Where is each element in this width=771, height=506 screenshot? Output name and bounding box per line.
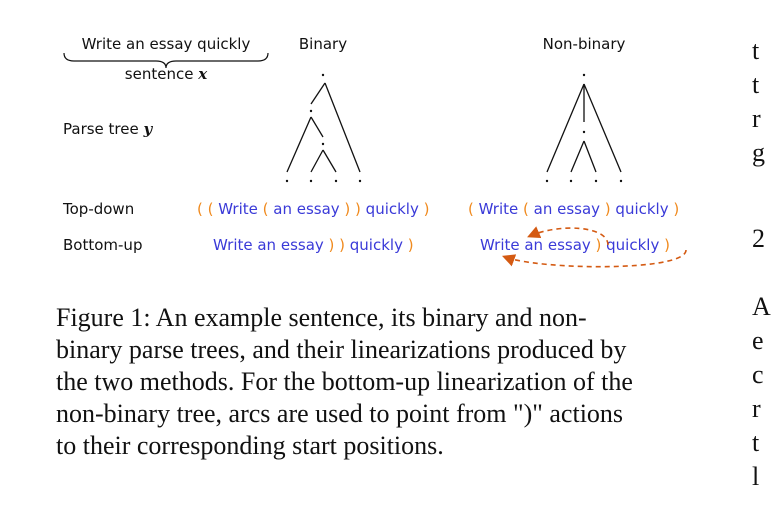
token-paren: ) [339,200,351,218]
edge-letter: g [752,138,765,167]
token-word: quickly [610,200,669,218]
edge-letter: t [752,36,760,65]
token-word: Write an essay [213,236,324,254]
token-paren: ) [668,200,680,218]
edge-letter: t [752,428,760,457]
caption-line: to their corresponding start positions. [56,431,444,460]
adjacent-column-edge-middle [752,222,765,256]
caption-line: Figure 1: An example sentence, its binary and non- [56,303,587,332]
token-paren: ) [418,200,430,218]
parse-tree-label: Parse tree y [63,120,153,138]
edge-letter: e [752,326,764,355]
edge-letter: t [752,70,760,99]
nonbinary-tree [547,84,621,172]
caption-line: binary parse trees, and their linearizations produced by [56,335,627,364]
adjacent-column-edge-top [752,34,765,170]
topdown-label: Top-down [63,200,135,218]
edge-letter: c [752,360,764,389]
token-paren: ( [468,200,474,218]
token-paren: ( [257,200,269,218]
adjacent-column-edge-bottom [752,290,771,494]
nonbinary-title: Non-binary [542,35,626,53]
binary-tree-nodes [286,74,361,182]
binary-title: Binary [298,35,348,53]
token-paren: ) [590,236,602,254]
token-paren: ) [600,200,611,218]
sentence-phrase: Write an essay quickly [81,35,251,53]
token-word: Write [473,200,519,218]
bottomup-nonbinary-sequence [480,236,670,254]
bottomup-label: Bottom-up [63,236,143,254]
token-paren: ) [402,236,414,254]
binary-tree [287,83,360,172]
token-paren: ) [334,236,346,254]
token-paren: ) [350,200,361,218]
token-word: Write an essay [480,236,591,254]
edge-letter: r [752,104,761,133]
caption-line: non-binary tree, arcs are used to point from ")" actions [56,399,624,428]
token-word: an essay [528,200,601,218]
edge-letter: r [752,394,761,423]
token-word: quickly [360,200,419,218]
token-paren: ( [197,200,203,218]
topdown-binary-sequence [197,200,429,218]
token-paren: ( [518,200,529,218]
token-paren: ) [659,236,670,254]
token-word: quickly [345,236,403,254]
token-word: Write [213,200,258,218]
bottomup-binary-sequence [213,236,414,254]
edge-letter: l [752,462,760,491]
figure-caption [56,302,716,462]
token-word: quickly [601,236,660,254]
token-paren: ) [323,236,335,254]
edge-letter: 2 [752,224,765,253]
edge-letter: A [752,292,771,321]
caption-line: the two methods. For the bottom-up linearization of the [56,367,633,396]
topdown-nonbinary-sequence [468,200,679,218]
sentence-label: sentence x [124,65,208,83]
token-paren: ( [202,200,214,218]
token-word: an essay [268,200,340,218]
